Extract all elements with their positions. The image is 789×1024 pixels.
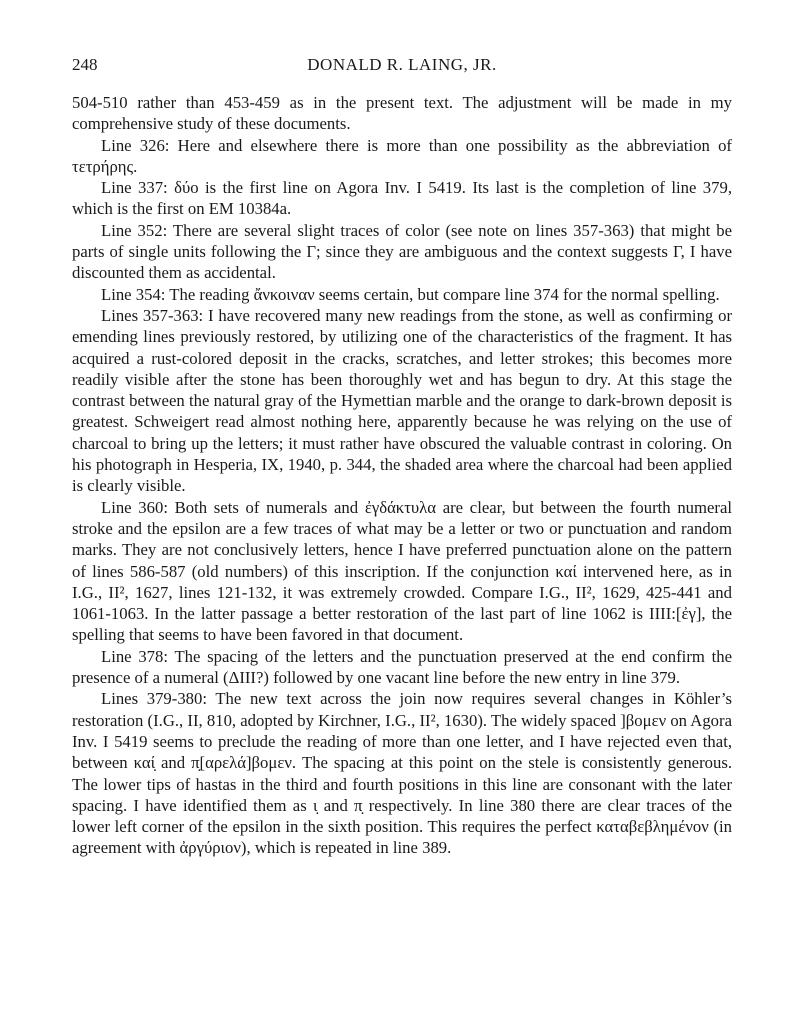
paragraph: Line 352: There are several slight traces of color (see note on lines 357-363) that might be parts of single units following the Γ; since they are ambiguous and the context suggests Γ, I have discounted them as accidental. <box>72 220 732 283</box>
paragraph: Line 378: The spacing of the letters and the punctuation preserved at the end confirm the presence of a numeral (ΔIII?) followed by one vacant line before the new entry in line 379. <box>72 646 732 688</box>
paragraph: 504-510 rather than 453-459 as in the present text. The adjustment will be made in my comprehensive study of these documents. <box>72 93 732 134</box>
paragraph: Line 354: The reading ἄνκοιναν seems certain, but compare line 374 for the normal spelling. <box>101 284 720 304</box>
paragraph: Line 337: δύο is the first line on Agora Inv. I 5419. Its last is the completion of line 379, which is the first on EM 10384a. <box>72 178 733 219</box>
page-number: 248 <box>72 55 98 74</box>
body-text <box>72 92 732 859</box>
running-head: DONALD R. LAING, JR. <box>307 55 497 74</box>
paragraph: Line 360: Both sets of numerals and ἐγδάκτυλα are clear, but between the fourth numeral stroke and the epsilon are a few traces of what may be a letter or two or punctuation and random marks. They are not conclusively letters, hence I have preferred punctuation alone on the pattern of lines 586-587 (old numbers) of this inscription. If the conjunction καί intervened here, as in I.G., II², 1627, lines 121-132, it was extremely crowded. Compare I.G., II², 1629, 425-441 and 1061-1063. In the latter passage a better restoration of the last part of line 1062 is IIII:[ἐγ], the spelling that seems to have been favored in that document. <box>72 497 732 645</box>
paragraph: Lines 357-363: I have recovered many new readings from the stone, as well as confirming or emending lines previously restored, by utilizing one of the characteristics of the fragment. It has acquired a rust-colored deposit in the cracks, scratches, and letter strokes; this becomes more readily visible after the stone has been thoroughly wet and has begun to dry. At this stage the contrast between the natural gray of the Hymettian marble and the orange to dark-brown deposit is greatest. Schweigert read almost nothing here, apparently because he was relying on the use of charcoal to bring up the letters; it must rather have obscured the valuable contrast in coloring. On his photograph in Hesperia, IX, 1940, p. 344, the shaded area where the charcoal had been applied is clearly visible. <box>72 305 732 496</box>
paragraph: Line 326: Here and elsewhere there is more than one possibility as the abbreviation of τετρήρης. <box>72 135 732 176</box>
page-header <box>72 53 732 77</box>
paragraph: Lines 379-380: The new text across the join now requires several changes in Köhler’s restoration (I.G., II, 810, adopted by Kirchner, I.G., II², 1630). The widely spaced ]βομεν on Agora Inv. I 5419 seems to preclude the reading of more than one letter, and I have rejected even that, between καί̣ and π̣[αρελά]βομεν. The spacing at this point on the stele is consistently generous. The lower tips of hastas in the third and fourth positions in this line are consonant with the later spacing. I have identified them as ι̣ and π̣ respectively. In line 380 there are clear traces of the lower left corner of the epsilon in the sixth position. This requires the perfect καταβεβλημένον (in agreement with ἀργύριον), which is repeated in line 389. <box>72 689 732 858</box>
